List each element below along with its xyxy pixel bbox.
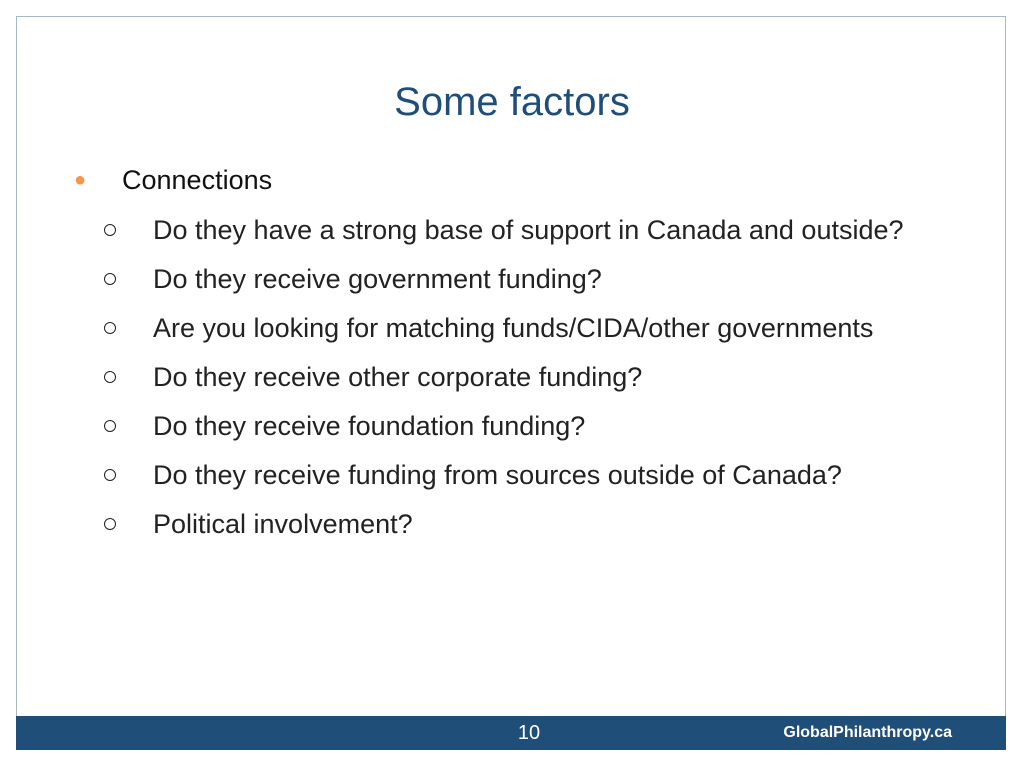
hollow-circle-icon xyxy=(104,469,116,481)
sub-bullet-text: Are you looking for matching funds/CIDA/other governments xyxy=(153,313,874,343)
sub-bullet-text: Do they receive government funding? xyxy=(153,264,602,294)
sub-bullet-text: Do they receive funding from sources outside of Canada? xyxy=(153,460,842,490)
sub-bullet-item xyxy=(104,504,912,544)
sub-bullet-item xyxy=(104,406,912,446)
sub-bullet-item xyxy=(104,259,912,299)
slide-title: Some factors xyxy=(394,80,630,124)
hollow-circle-icon xyxy=(104,371,116,383)
sub-bullet-item xyxy=(104,210,912,250)
bullet-dot-icon: ● xyxy=(74,169,87,191)
page-number: 10 xyxy=(517,722,541,744)
hollow-circle-icon xyxy=(104,518,116,530)
footer-brand: GlobalPhilanthropy.ca xyxy=(783,724,952,741)
sub-bullet-text: Political involvement? xyxy=(153,509,413,539)
sub-bullet-text: Do they receive other corporate funding? xyxy=(153,362,643,392)
bullet-item xyxy=(74,160,272,200)
sub-bullet-item xyxy=(104,308,912,348)
sub-bullet-list xyxy=(104,210,912,553)
hollow-circle-icon xyxy=(104,224,116,236)
sub-bullet-text: Do they receive foundation funding? xyxy=(153,411,586,441)
bullet-text: Connections xyxy=(122,164,273,195)
footer-bar xyxy=(16,716,1006,750)
sub-bullet-text: Do they have a strong base of support in Canada and outside? xyxy=(153,215,904,245)
hollow-circle-icon xyxy=(104,420,116,432)
sub-bullet-item xyxy=(104,455,912,495)
sub-bullet-item xyxy=(104,357,912,397)
hollow-circle-icon xyxy=(104,273,116,285)
hollow-circle-icon xyxy=(104,322,116,334)
